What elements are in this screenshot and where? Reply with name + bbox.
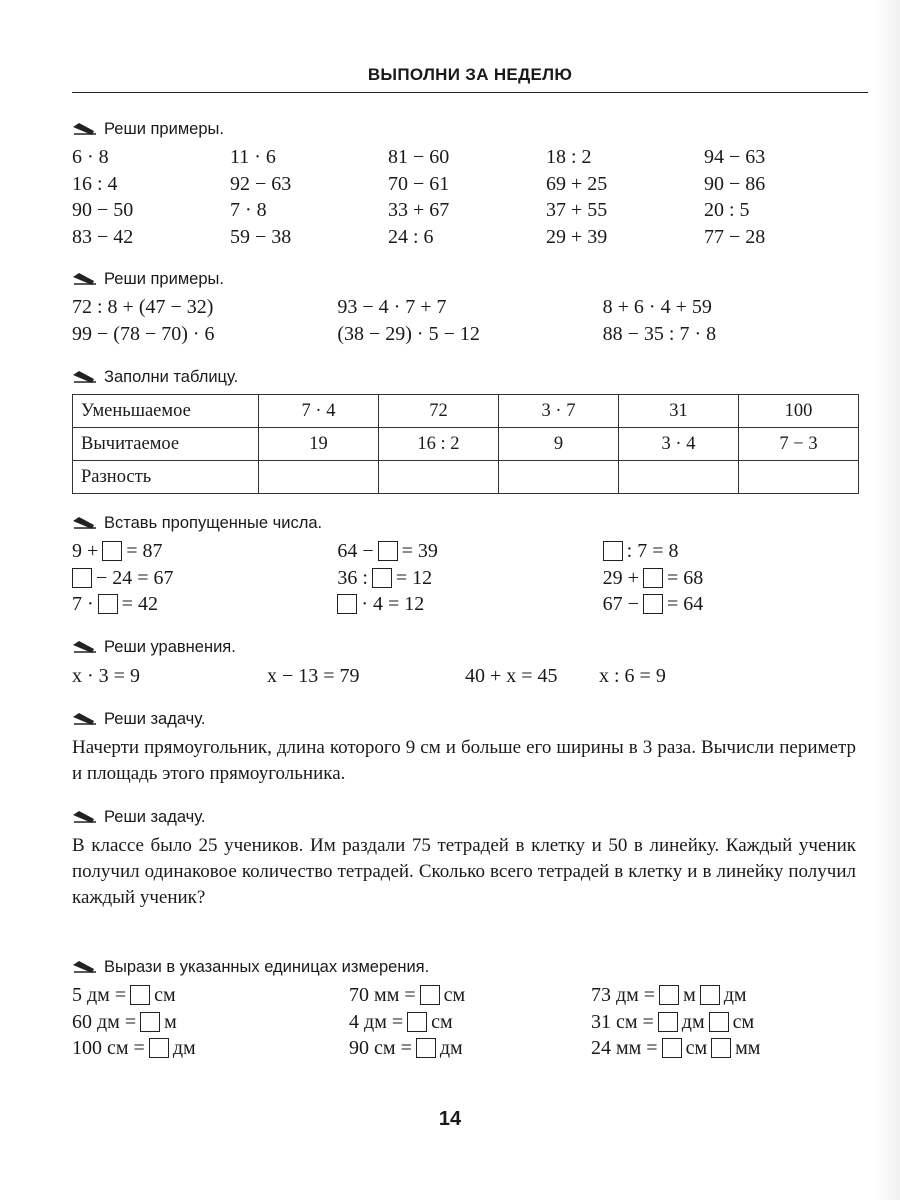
section-examples-2	[72, 266, 868, 347]
example: 92 − 63	[230, 172, 292, 195]
expression: 88 − 35 : 7 · 8	[602, 322, 717, 345]
equation: · 4 = 12	[337, 591, 602, 618]
answer-box	[700, 985, 720, 1005]
expressions-row	[72, 321, 868, 348]
example: 11 · 6	[230, 146, 276, 168]
table-cell: 72	[379, 395, 499, 428]
examples-row	[72, 171, 868, 198]
example: 6 · 8	[72, 146, 109, 168]
section-title: Реши задачу.	[104, 808, 206, 826]
example: 29 + 39	[546, 225, 608, 248]
section-problem-1	[72, 706, 868, 787]
section-title: Реши примеры.	[104, 120, 224, 138]
answer-box	[407, 1012, 427, 1032]
example: 81 − 60	[388, 146, 450, 168]
conversion: 5 дм = см	[72, 984, 176, 1006]
equation: x − 13 = 79	[267, 665, 360, 687]
example: 18 : 2	[546, 146, 592, 168]
answer-box	[420, 985, 440, 1005]
table-row	[73, 428, 859, 461]
subtraction-table	[72, 394, 859, 494]
equation: 36 : = 12	[337, 566, 433, 589]
table-answer-cell	[379, 461, 499, 494]
examples-row	[72, 144, 868, 171]
example: 69 + 25	[546, 172, 608, 195]
table-row-label: Разность	[73, 461, 259, 494]
equation: 29 + = 68	[602, 566, 704, 589]
equation: 9 + = 87	[72, 540, 163, 562]
section-units	[72, 954, 868, 1062]
equation-row	[72, 565, 868, 592]
example: 7 · 8	[230, 199, 267, 221]
section-title: Заполни таблицу.	[104, 368, 239, 386]
page-number: 14	[438, 1108, 462, 1130]
answer-box	[709, 1012, 729, 1032]
section-title: Реши уравнения.	[104, 638, 236, 656]
answer-box	[130, 985, 150, 1005]
table-row-label: Вычитаемое	[73, 428, 259, 461]
conversion-row	[72, 982, 868, 1009]
section-title: Вырази в указанных единицах измерения.	[104, 958, 430, 976]
conversion: 100 см = дм	[72, 1037, 196, 1059]
section-title: Реши примеры.	[104, 270, 224, 288]
section-title: Вставь пропущенные числа.	[104, 514, 323, 532]
answer-box	[658, 1012, 678, 1032]
problem-text: Начерти прямоугольник, длина которого 9 см и больше его ширины в 3 раза. Вычисли периметр и площадь этого прямоугольника.	[72, 737, 856, 784]
pencil-icon	[72, 370, 98, 384]
section-examples-1	[72, 116, 868, 250]
examples-row	[72, 197, 868, 224]
table-cell: 3 · 7	[499, 395, 619, 428]
example: 37 + 55	[546, 199, 608, 221]
example: 90 − 86	[704, 172, 766, 195]
answer-box	[378, 541, 398, 561]
table-row-label: Уменьшаемое	[73, 395, 259, 428]
equation: 7 · = 42	[72, 593, 158, 615]
answer-box	[72, 568, 92, 588]
example: 24 : 6	[388, 225, 434, 248]
conversion: 24 мм = см мм	[590, 1037, 761, 1059]
equation: 64 − = 39	[337, 540, 438, 562]
table-row	[73, 395, 859, 428]
example: 16 : 4	[72, 172, 118, 195]
pencil-icon	[72, 712, 98, 726]
table-cell: 7 − 3	[739, 428, 859, 461]
table-cell: 19	[259, 428, 379, 461]
pencil-icon	[72, 272, 98, 286]
answer-box	[643, 568, 663, 588]
expression: (38 − 29) · 5 − 12	[337, 322, 480, 345]
answer-box	[603, 541, 623, 561]
table-cell: 100	[739, 395, 859, 428]
section-missing-numbers	[72, 510, 868, 618]
expression: 8 + 6 · 4 + 59	[602, 296, 712, 318]
answer-box	[372, 568, 392, 588]
example: 33 + 67	[388, 199, 450, 221]
table-answer-cell	[499, 461, 619, 494]
answer-box	[102, 541, 122, 561]
table-answer-cell	[619, 461, 739, 494]
table-row	[73, 461, 859, 494]
examples-row	[72, 224, 868, 251]
example: 59 − 38	[230, 225, 292, 248]
page-edge-shadow	[876, 0, 900, 1200]
conversion: 4 дм = см	[349, 1010, 453, 1033]
table-cell: 7 · 4	[259, 395, 379, 428]
table-cell: 9	[499, 428, 619, 461]
section-table	[72, 364, 868, 494]
conversion: 60 дм = м	[72, 1010, 177, 1033]
equation: x · 3 = 9	[72, 665, 140, 687]
expression: 93 − 4 · 7 + 7	[337, 296, 447, 318]
equation: x : 6 = 9	[599, 665, 666, 687]
table-cell: 31	[619, 395, 739, 428]
example: 20 : 5	[704, 199, 750, 221]
section-problem-2	[72, 804, 868, 911]
conversion: 70 мм = см	[349, 984, 466, 1006]
example: 70 − 61	[388, 172, 450, 195]
table-answer-cell	[259, 461, 379, 494]
equation-row	[72, 538, 868, 565]
problem-text: В классе было 25 учеников. Им раздали 75 тетрадей в клетку и 50 в линейку. Каждый ученик получил одинаковое количество тетрадей. Сколько всего тетрадей в клетку и в линейку получил каждый ученик?	[72, 835, 856, 908]
section-equations	[72, 634, 868, 690]
table-cell: 3 · 4	[619, 428, 739, 461]
equation: 67 − = 64	[602, 593, 704, 615]
answer-box	[98, 594, 118, 614]
equation: 40 + x = 45	[465, 665, 558, 687]
pencil-icon	[72, 640, 98, 654]
section-title: Реши задачу.	[104, 710, 206, 728]
equation: : 7 = 8	[603, 538, 868, 565]
answer-box	[659, 985, 679, 1005]
table-cell: 16 : 2	[379, 428, 499, 461]
answer-box	[337, 594, 357, 614]
expression: 99 − (78 − 70) · 6	[72, 322, 215, 345]
example: 77 − 28	[704, 225, 766, 248]
example: 94 − 63	[704, 146, 766, 168]
answer-box	[149, 1038, 169, 1058]
equation: − 24 = 67	[72, 565, 337, 592]
answer-box	[140, 1012, 160, 1032]
pencil-icon	[72, 516, 98, 530]
pencil-icon	[72, 122, 98, 136]
example: 83 − 42	[72, 225, 134, 248]
example: 90 − 50	[72, 199, 134, 221]
conversion: 31 см = дм см	[590, 1010, 755, 1033]
answer-box	[662, 1038, 682, 1058]
conversion: 90 см = дм	[349, 1037, 463, 1059]
page-header: ВЫПОЛНИ ЗА НЕДЕЛЮ	[72, 62, 868, 93]
conversion-row	[72, 1035, 868, 1062]
conversion-row	[72, 1009, 868, 1036]
answer-box	[711, 1038, 731, 1058]
pencil-icon	[72, 810, 98, 824]
pencil-icon	[72, 960, 98, 974]
equations-row	[72, 663, 868, 690]
table-answer-cell	[739, 461, 859, 494]
expressions-row	[72, 294, 868, 321]
answer-box	[643, 594, 663, 614]
equation-row	[72, 591, 868, 618]
answer-box	[416, 1038, 436, 1058]
conversion: 73 дм = м дм	[590, 984, 747, 1006]
expression: 72 : 8 + (47 − 32)	[72, 296, 214, 318]
